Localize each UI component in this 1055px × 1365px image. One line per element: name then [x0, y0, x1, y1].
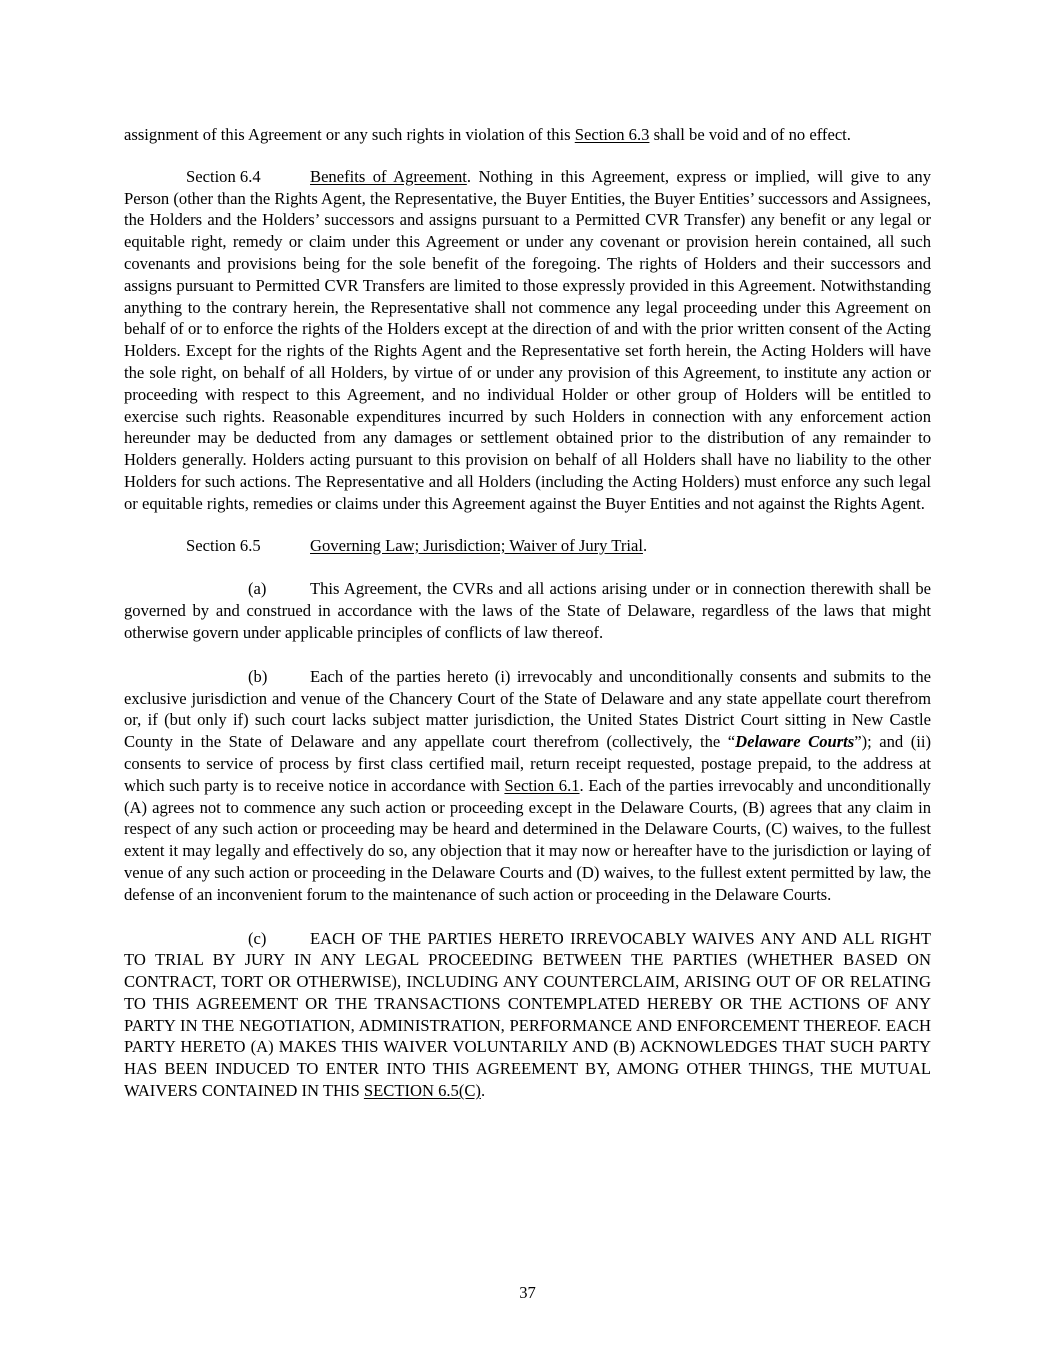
subsection-b-paragraph [124, 666, 931, 906]
continuation-text-end: shall be void and of no effect. [649, 125, 851, 144]
section-6-4-body: . Nothing in this Agreement, express or implied, will give to any Person (other than the Rights Agent, the Representative, the Buyer Entities, the Buyer Entities’ successors and Assignees, the Holders and the Holders’ successors and assigns pursuant to a Permitted CVR Transfer) any benefit or any legal or equitable right, remedy or claim under this Agreement or under any covenant or provision herein contained, all such covenants and provisions being for the sole benefit of the foregoing. The rights of Holders and their successors and assigns pursuant to Permitted CVR Transfers are limited to those expressly provided in this Agreement. Notwithstanding anything to the contrary herein, the Representative shall not commence any legal proceeding under this Agreement on behalf of or to enforce the rights of the Holders except at the direction of and with the prior written consent of the Acting Holders. Except for the rights of the Rights Agent and the Representative set forth herein, the Acting Holders will have the sole right, on behalf of all Holders, by virtue of or under any provision of this Agreement, to institute any action or proceeding with respect to this Agreement, and no individual Holder or other group of Holders will be entitled to exercise such rights. Reasonable expenditures incurred by such Holders in connection with any enforcement action hereunder may be deducted from any damages or settlement obtained prior to the distribution of any remainder to Holders generally. Holders acting pursuant to this provision on behalf of all Holders shall have no liability to the other Holders for such actions. The Representative and all Holders (including the Acting Holders) must enforce any such legal or equitable rights, remedies or claims under this Agreement against the Buyer Entities and not against the Rights Agent. [124, 166, 932, 513]
section-6-4-number: Section 6.4 [186, 166, 261, 186]
continuation-text: assignment of this Agreement or any such rights in violation of this [124, 125, 575, 144]
section-6-3-reference: Section 6.3 [574, 125, 650, 144]
section-6-5-heading-end: . [642, 535, 648, 555]
subsection-c-paragraph [124, 928, 931, 1102]
subsection-b-text-3: . Each of the parties irrevocably and unconditionally (A) agrees not to commence any such action or proceeding except in the Delaware Courts, (B) agrees that any claim in respect of any such action or proceeding may be heard and determined in the Delaware Courts, (C) waives, to the fullest extent it may legally and effectively do so, any objection that it may now or hereafter have to the jurisdiction or laying of venue of any such action or proceeding in the Delaware Courts and (D) waives, to the fullest extent permitted by law, the defense of an inconvenient forum to the maintenance of such action or proceeding in the Delaware Courts. [124, 775, 931, 904]
subsection-a-text: This Agreement, the CVRs and all actions arising under or in connection therewith shall be governed by and construed in accordance with the laws of the State of Delaware, regardless of the laws that might otherwise govern under applicable principles of conflicts of law thereof. [124, 579, 931, 642]
page-number: 37 [519, 1283, 536, 1302]
section-6-4-paragraph [124, 166, 931, 515]
subsection-c-text: EACH OF THE PARTIES HERETO IRREVOCABLY WAIVES ANY AND ALL RIGHT TO TRIAL BY JURY IN ANY LEGAL PROCEEDING BETWEEN THE PARTIES (WHETHER BASED ON CONTRACT, TORT OR OTHERWISE), INCLUDING ANY COUNTERCLAIM, ARISING OUT OF OR RELATING TO THIS AGREEMENT OR THE TRANSACTIONS CONTEMPLATED HEREBY OR THE ACTIONS OF ANY PARTY IN THE NEGOTIATION, ADMINISTRATION, PERFORMANCE AND ENFORCEMENT THEREOF. EACH PARTY HERETO (A) MAKES THIS WAIVER VOLUNTARILY AND (B) ACKNOWLEDGES THAT SUCH PARTY HAS BEEN INDUCED TO ENTER INTO THIS AGREEMENT BY, AMONG OTHER THINGS, THE MUTUAL WAIVERS CONTAINED IN THIS [124, 928, 931, 1101]
section-6-5-number: Section 6.5 [186, 535, 261, 555]
delaware-courts-defined-term: Delaware Courts [735, 732, 855, 752]
section-6-4-heading: Benefits of Agreement [310, 166, 467, 186]
subsection-b-text-2: ”); and (ii) consents to service of process by first class certified mail, return receipt requested, postage prepaid, to the address at which such party is to receive notice in accordance with [124, 732, 931, 795]
subsection-c-end: . [480, 1081, 486, 1101]
section-6-5-heading-line [124, 535, 931, 557]
subsection-a-label: (a) [248, 579, 267, 599]
subsection-b-text-1: Each of the parties hereto (i) irrevocably and unconditionally consents and submits to the exclusive jurisdiction and venue of the Chancery Court of the State of Delaware and any state appellate court therefrom or, if (but only if) such court lacks subject matter jurisdiction, the United States District Court sitting in New Castle County in the State of Delaware and any appellate court therefrom (collectively, the “ [124, 666, 931, 752]
subsection-c-label: (c) [248, 928, 267, 948]
subsection-b-label: (b) [248, 666, 268, 686]
section-6-5-heading: Governing Law; Jurisdiction; Waiver of Jury Trial [310, 535, 643, 555]
section-6-5c-reference: SECTION 6.5(C) [363, 1081, 481, 1101]
section-6-1-reference: Section 6.1 [504, 775, 580, 795]
continuation-paragraph [124, 124, 931, 146]
document-page [124, 124, 931, 1102]
subsection-a-paragraph [124, 578, 931, 643]
